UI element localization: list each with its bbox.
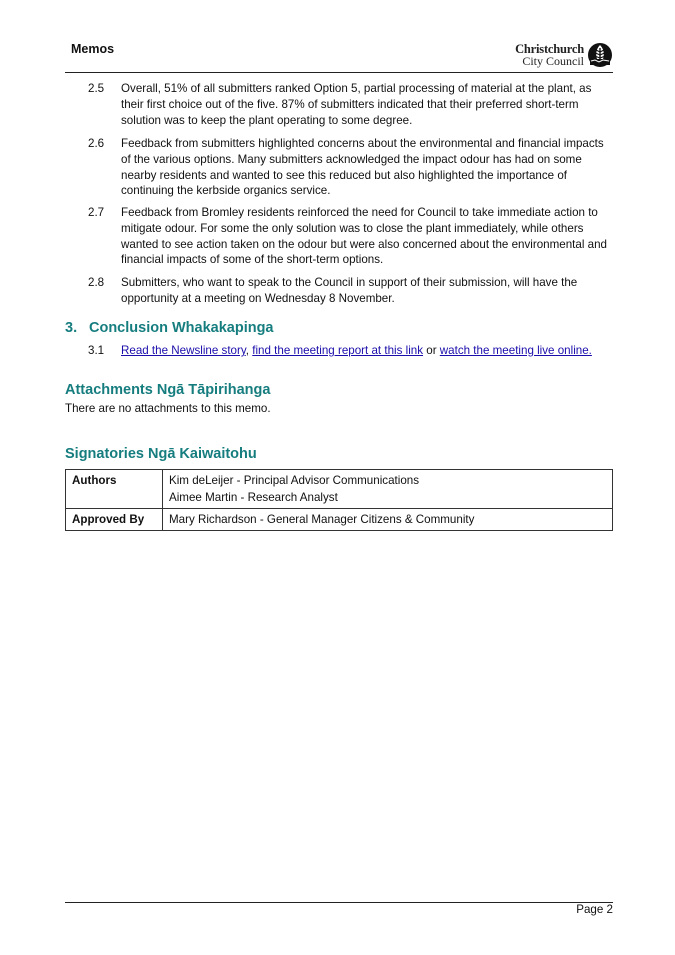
section-title: Conclusion Whakakapinga <box>89 320 274 336</box>
signatories-table <box>65 469 613 531</box>
paragraph-2-6 <box>88 136 613 199</box>
signatories-heading: Signatories Ngā Kaiwaitohu <box>65 446 257 462</box>
paragraph-2-5 <box>88 81 613 128</box>
page-header <box>65 40 613 72</box>
role-cell: Authors <box>66 470 163 509</box>
paragraph-text: Feedback from submitters highlighted concerns about the environmental and financial impacts of the various options. Many submitters acknowledged the impact odour has had on some nearby residents and wanted to see this reduced but also highlighted the importance of continuing the kerbside organics service. <box>121 137 604 198</box>
paragraph-2-7 <box>88 205 613 268</box>
fern-leaf-icon <box>587 42 613 68</box>
role-cell: Approved By <box>66 509 163 531</box>
header-divider <box>65 72 613 73</box>
council-logo <box>515 40 613 70</box>
logo-line-2: City Council <box>522 54 584 68</box>
attachments-heading: Attachments Ngā Tāpirihanga <box>65 382 271 398</box>
meeting-report-link[interactable]: find the meeting report at this link <box>252 344 424 357</box>
signatory-name: Mary Richardson - General Manager Citizens & Community <box>169 513 475 526</box>
paragraph-number: 2.6 <box>88 137 105 150</box>
names-cell <box>163 509 613 531</box>
table-row <box>66 509 613 531</box>
paragraph-number: 2.5 <box>88 82 105 95</box>
paragraph-text: Submitters, who want to speak to the Council in support of their submission, will have the opportunity at a meeting on Wednesday 8 November. <box>121 276 578 305</box>
paragraph-number: 2.7 <box>88 206 105 219</box>
signatory-name: Kim deLeijer - Principal Advisor Communications <box>169 474 420 487</box>
signatory-name: Aimee Martin - Research Analyst <box>169 491 338 504</box>
paragraph-number: 2.8 <box>88 276 105 289</box>
watch-meeting-live-link[interactable]: watch the meeting live online. <box>439 344 592 357</box>
attachments-text: There are no attachments to this memo. <box>65 402 271 415</box>
paragraph-text: Overall, 51% of all submitters ranked Option 5, partial processing of material at the plant, as their first choice out of the five. 87% of submitters indicated that their preferred short-term solution was to keep the plant operating to some degree. <box>121 82 592 127</box>
header-label: Memos <box>71 42 115 56</box>
paragraph-3-1 <box>88 343 613 359</box>
newsline-story-link[interactable]: Read the Newsline story <box>121 344 246 357</box>
page-number: Page 2 <box>576 903 613 916</box>
names-cell <box>163 470 613 509</box>
section-heading-conclusion <box>65 320 274 336</box>
logo-line-1: Christchurch <box>515 42 584 56</box>
paragraph-2-8 <box>88 275 613 307</box>
paragraph-number: 3.1 <box>88 344 105 357</box>
section-number: 3. <box>65 320 78 336</box>
footer-divider <box>65 902 613 903</box>
separator-text: or <box>423 344 440 357</box>
paragraph-text: Feedback from Bromley residents reinforced the need for Council to take immediate action to mitigate odour. For some the only solution was to close the plant immediately, while others wanted to see action taken on the odour but were also concerned about the environmental and financial impacts of some of the short-term options. <box>121 206 607 267</box>
separator-text: , <box>245 344 253 357</box>
table-row <box>66 470 613 509</box>
